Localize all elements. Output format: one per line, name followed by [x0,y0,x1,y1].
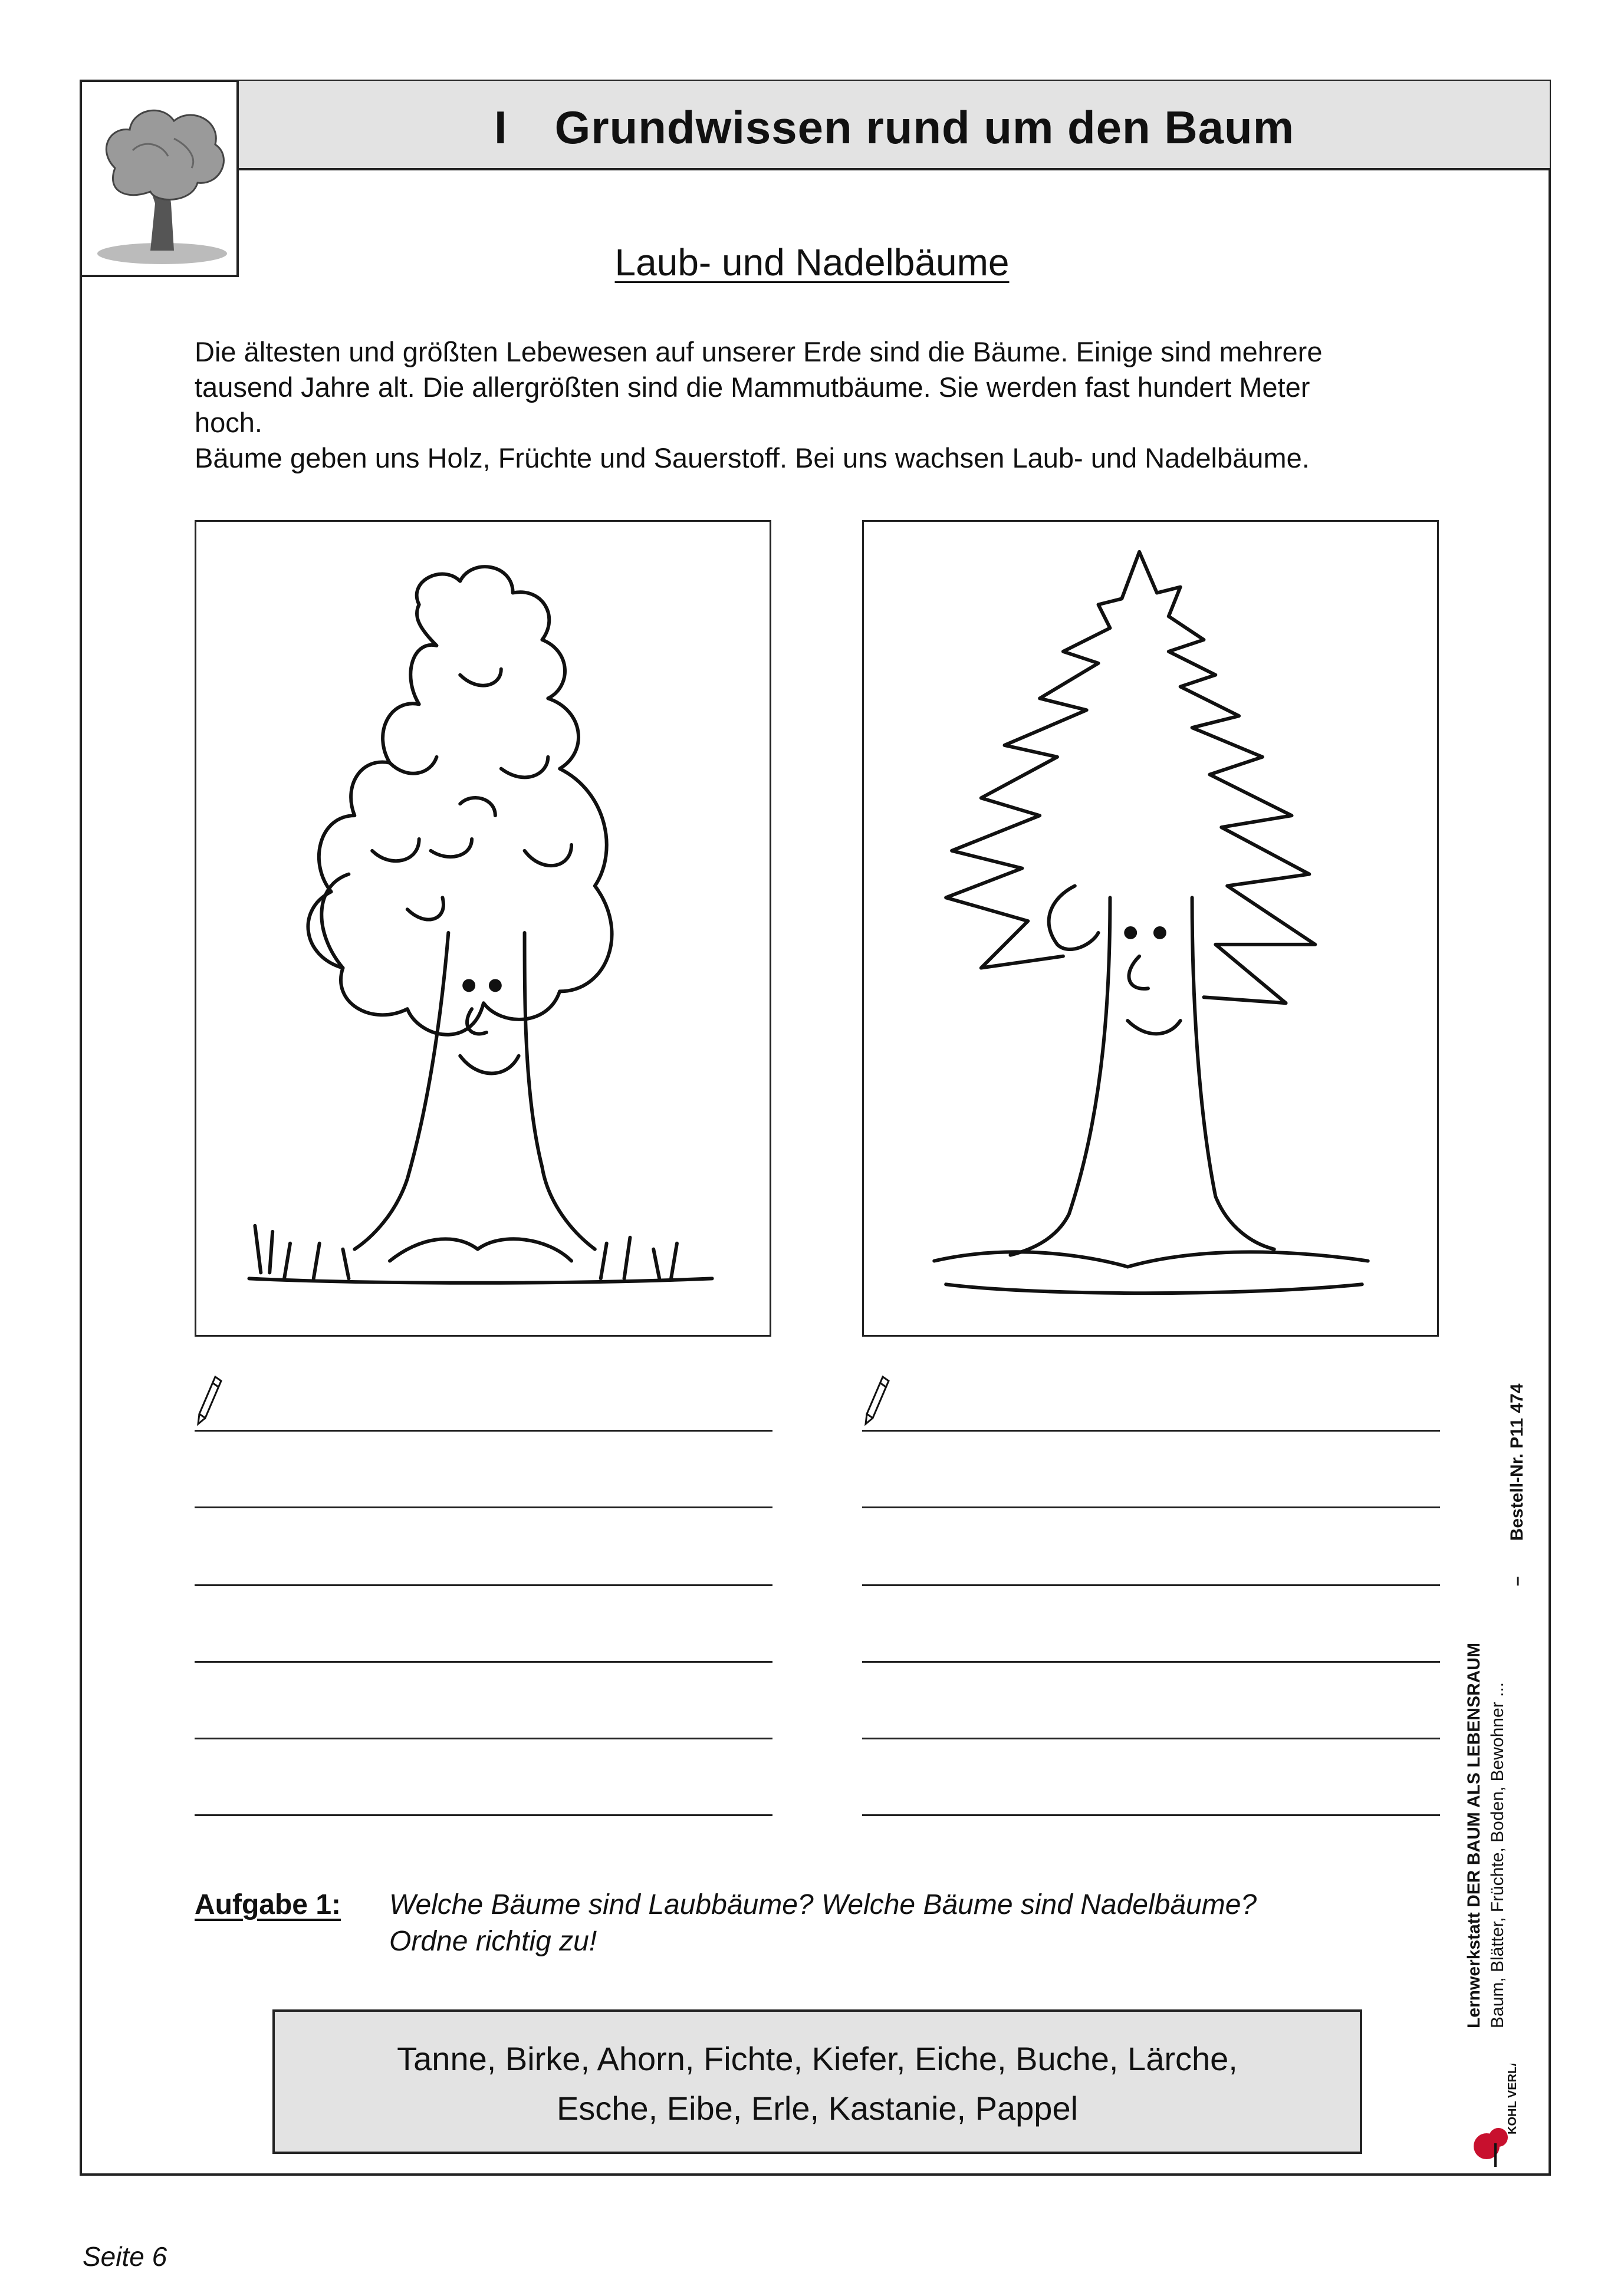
intro-line: Bäume geben uns Holz, Früchte und Sauerstoff. Bei uns wachsen Laub- und Nadelbäume. [195,442,1310,473]
task-label: Aufgabe 1: [195,1889,341,1920]
answer-line[interactable] [862,1506,1440,1508]
side-dash: – [1507,1576,1527,1586]
answer-line[interactable] [862,1814,1440,1816]
page-number: Seite 6 [83,2241,167,2272]
answer-line[interactable] [862,1738,1440,1739]
intro-line: Die ältesten und größten Lebewesen auf unserer Erde sind die Bäume. Einige sind mehrere [195,336,1323,367]
conifer-tree-icon [864,522,1437,1335]
subtitle-text: Laub- und Nadelbäume [614,241,1010,284]
answer-line[interactable] [195,1506,772,1508]
header-bar [239,81,1550,170]
side-credit [1462,1439,1533,2028]
answer-line[interactable] [195,1661,772,1663]
intro-line: hoch. [195,407,262,438]
deciduous-tree-icon [196,522,770,1335]
order-number-text: Bestell-Nr. P11 474 [1507,1383,1527,1541]
answer-line[interactable] [195,1814,772,1816]
page-title [239,101,1550,154]
task-text [389,1887,1451,1960]
chapter-number: I [494,101,508,153]
answer-line[interactable] [195,1430,772,1432]
word-bank-line: Tanne, Birke, Ahorn, Fichte, Kiefer, Eiche, Buche, Lärche, [397,2040,1238,2077]
answer-line[interactable] [862,1584,1440,1586]
deciduous-tree-picture [195,520,771,1337]
answer-line[interactable] [195,1584,772,1586]
side-credit-line: Lernwerkstatt DER BAUM ALS LEBENSRAUM [1464,1643,1484,2028]
answer-line[interactable] [862,1661,1440,1663]
conifer-tree-picture [862,520,1439,1337]
answer-line[interactable] [195,1738,772,1739]
word-bank [272,2009,1362,2154]
task-line: Welche Bäume sind Laubbäume? Welche Bäume sind Nadelbäume? [389,1889,1257,1920]
intro-line: tausend Jahre alt. Die allergrößten sind die Mammutbäume. Sie werden fast hundert Meter [195,371,1310,403]
intro-paragraph [195,334,1457,476]
side-credit-line: Baum, Blätter, Früchte, Boden, Bewohner ... [1488,1682,1507,2028]
section-subtitle [0,241,1624,284]
publisher-name: KOHL VERLAG [1506,2064,1519,2134]
publisher-logo-icon [1460,2064,1531,2170]
publisher-logo [1460,2064,1531,2170]
pencil-icon [195,1374,224,1427]
task-line: Ordne richtig zu! [389,1926,597,1957]
word-bank-line: Esche, Eibe, Erle, Kastanie, Pappel [556,2090,1079,2127]
chapter-title: Grundwissen rund um den Baum [554,101,1295,153]
pencil-icon [862,1374,892,1427]
answer-line[interactable] [862,1430,1440,1432]
